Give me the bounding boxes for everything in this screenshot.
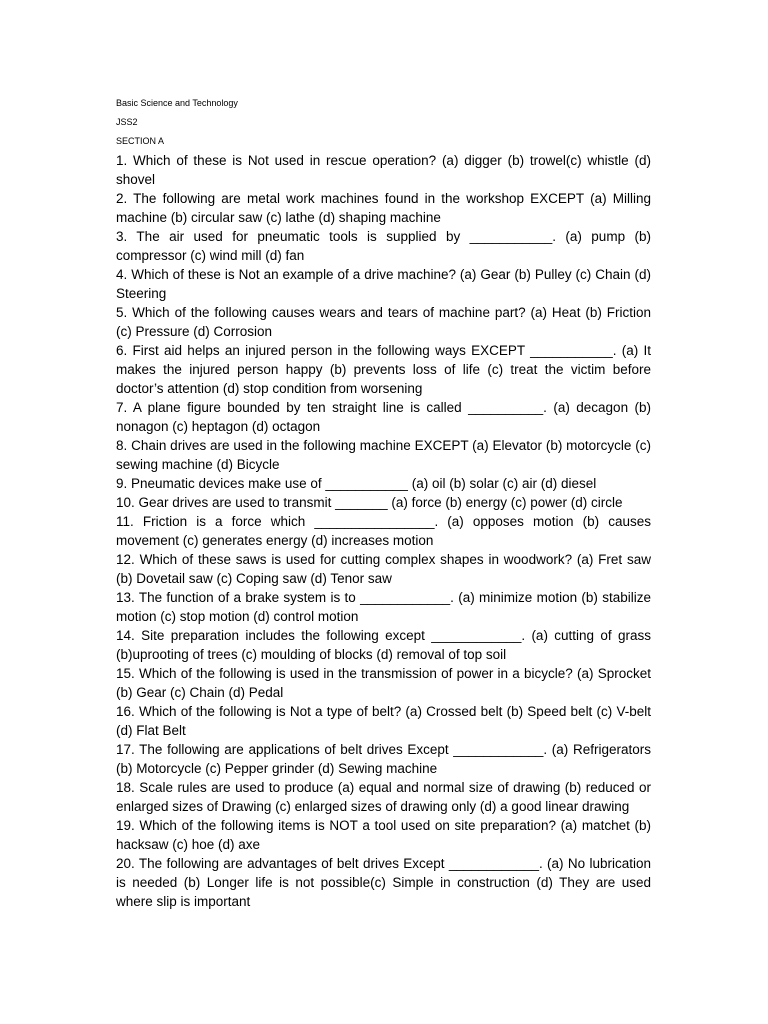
question-1: 1. Which of these is Not used in rescue operation? (a) digger (b) trowel(c) whistle (d) shovel	[116, 153, 651, 187]
question-19: 19. Which of the following items is NOT a tool used on site preparation? (a) matchet (b) hacksaw (c) hoe (d) axe	[116, 818, 651, 852]
question-4: 4. Which of these is Not an example of a drive machine? (a) Gear (b) Pulley (c) Chain (d) Steering	[116, 267, 651, 301]
question-6: 6. First aid helps an injured person in the following ways EXCEPT ___________. (a) It makes the injured person happy (b) prevents loss of life (c) treat the victim before doctor’s attention (d) stop condition from worsening	[116, 343, 651, 396]
question-3: 3. The air used for pneumatic tools is supplied by ___________. (a) pump (b) compressor (c) wind mill (d) fan	[116, 229, 651, 263]
question-17: 17. The following are applications of belt drives Except ____________. (a) Refrigerators (b) Motorcycle (c) Pepper grinder (d) Sewing machine	[116, 742, 651, 776]
class-heading: JSS2	[116, 117, 138, 127]
question-12: 12. Which of these saws is used for cutting complex shapes in woodwork? (a) Fret saw (b) Dovetail saw (c) Coping saw (d) Tenor saw	[116, 552, 651, 586]
question-7: 7. A plane figure bounded by ten straight line is called __________. (a) decagon (b) nonagon (c) heptagon (d) octagon	[116, 400, 651, 434]
question-18: 18. Scale rules are used to produce (a) equal and normal size of drawing (b) reduced or enlarged sizes of Drawing (c) enlarged sizes of drawing only (d) a good linear drawing	[116, 780, 651, 814]
question-10: 10. Gear drives are used to transmit _______ (a) force (b) energy (c) power (d) circle	[116, 495, 623, 510]
subject-heading: Basic Science and Technology	[116, 98, 238, 108]
question-14: 14. Site preparation includes the following except ____________. (a) cutting of grass (b)uprooting of trees (c) moulding of blocks (d) removal of top soil	[116, 628, 651, 662]
question-20: 20. The following are advantages of belt drives Except ____________. (a) No lubrication is needed (b) Longer life is not possible(c) Simple in construction (d) They are used where slip is important	[116, 856, 651, 909]
section-heading: SECTION A	[116, 136, 165, 146]
question-16: 16. Which of the following is Not a type of belt? (a) Crossed belt (b) Speed belt (c) V-belt (d) Flat Belt	[116, 704, 651, 738]
document-page	[116, 96, 651, 911]
question-8: 8. Chain drives are used in the following machine EXCEPT (a) Elevator (b) motorcycle (c) sewing machine (d) Bicycle	[116, 438, 651, 472]
question-15: 15. Which of the following is used in the transmission of power in a bicycle? (a) Sprocket (b) Gear (c) Chain (d) Pedal	[116, 666, 651, 700]
question-5: 5. Which of the following causes wears and tears of machine part? (a) Heat (b) Friction (c) Pressure (d) Corrosion	[116, 305, 651, 339]
question-11: 11. Friction is a force which ________________. (a) opposes motion (b) causes movement (c) generates energy (d) increases motion	[116, 514, 651, 548]
question-list	[116, 151, 651, 911]
question-9: 9. Pneumatic devices make use of ___________ (a) oil (b) solar (c) air (d) diesel	[116, 476, 597, 491]
question-2: 2. The following are metal work machines found in the workshop EXCEPT (a) Milling machine (b) circular saw (c) lathe (d) shaping machine	[116, 191, 651, 225]
question-13: 13. The function of a brake system is to ____________. (a) minimize motion (b) stabilize motion (c) stop motion (d) control motion	[116, 590, 651, 624]
